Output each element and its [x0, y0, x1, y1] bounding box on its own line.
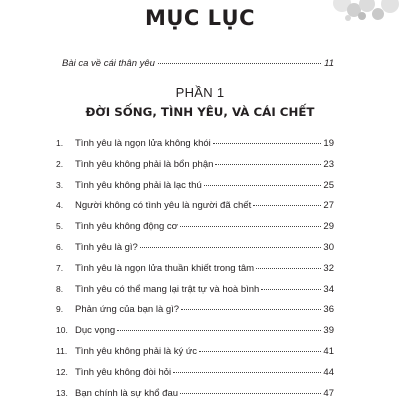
toc-entry[interactable]: [56, 179, 334, 200]
toc-entry[interactable]: [56, 137, 334, 158]
toc-entry-page: 25: [323, 179, 334, 191]
toc-entry[interactable]: [56, 324, 334, 345]
toc-entry-number: 10.: [56, 325, 68, 336]
toc-entry[interactable]: [56, 283, 334, 304]
dot-leader: [253, 205, 321, 206]
toc-entry-label: Dục vọng: [75, 325, 116, 337]
toc-entry-label: Tình yêu không phải là bổn phận: [75, 158, 214, 170]
toc-entry-page: 41: [323, 345, 334, 357]
toc-entry[interactable]: [56, 199, 334, 220]
dot-leader: [215, 164, 321, 165]
toc-entry-number: 5.: [56, 221, 64, 232]
toc-entry[interactable]: [56, 220, 334, 241]
toc-entry-page: 47: [323, 387, 334, 399]
toc-entry-page: 19: [323, 138, 334, 149]
toc-entry-prologue[interactable]: [62, 58, 334, 69]
toc-entry-number: 1.: [56, 138, 64, 148]
toc-entry[interactable]: [56, 387, 334, 400]
toc-entry[interactable]: [56, 241, 334, 262]
toc-entry-page: 29: [323, 221, 334, 233]
toc-entry-number: 8.: [56, 283, 64, 294]
toc-entry-label: Tình yêu là ngọn lửa không khói: [75, 138, 211, 149]
toc-entry-page: 32: [323, 262, 334, 274]
toc-entry-label: Bài ca về cái thân yêu: [62, 58, 155, 69]
dot-leader: [173, 372, 321, 373]
toc-entry-number: 7.: [56, 262, 64, 273]
toc-entry-label: Tình yêu không động cơ: [75, 221, 178, 233]
toc-entry[interactable]: [56, 262, 334, 283]
dot-leader: [181, 309, 321, 310]
dot-leader: [180, 393, 321, 394]
part-label: PHẦN 1: [175, 85, 225, 100]
toc-entry-number: 12.: [56, 366, 68, 377]
toc-entry-label: Tình yêu không đòi hỏi: [75, 366, 172, 378]
toc-entry[interactable]: [56, 303, 334, 324]
toc-entry-label: Phản ứng của bạn là gì?: [75, 304, 180, 316]
toc-entry-page: 23: [323, 158, 334, 170]
toc-entry-number: 2.: [56, 158, 64, 169]
toc-entry-label: Tình yêu là ngọn lửa thuần khiết trong tâm: [75, 262, 255, 274]
toc-entry-number: 3.: [56, 179, 64, 190]
toc-entry-number: 4.: [56, 200, 64, 211]
toc-entry[interactable]: [56, 345, 334, 366]
part-title: ĐỜI SỐNG, TÌNH YÊU, VÀ CÁI CHẾT: [85, 105, 315, 119]
toc-entry-label: Bạn chính là sự khổ đau: [75, 387, 179, 399]
dot-leader: [261, 289, 321, 290]
dot-leader: [199, 351, 321, 352]
dot-leader: [256, 268, 321, 269]
toc-entry-page: 44: [323, 366, 334, 378]
dot-leader: [158, 63, 321, 64]
toc-entry-number: 13.: [56, 387, 68, 398]
toc-entry-number: 11.: [56, 345, 68, 356]
toc-entry-label: Tình yêu không phải là lạc thú: [75, 179, 202, 191]
dot-leader: [180, 226, 322, 227]
dot-leader: [204, 185, 322, 186]
dot-leader: [117, 330, 321, 331]
toc-entry-number: 9.: [56, 304, 64, 315]
toc-entry-list: [56, 137, 334, 400]
toc-entry-page: 30: [323, 241, 334, 253]
toc-entry-label: Tình yêu là gì?: [75, 241, 138, 253]
toc-entry-page: 34: [323, 283, 334, 295]
dot-leader: [213, 143, 322, 144]
toc-entry-page: 11: [324, 58, 334, 69]
toc-entry[interactable]: [56, 158, 334, 179]
toc-entry-label: Người không có tình yêu là người đã chết: [75, 200, 252, 212]
toc-entry-page: 39: [323, 325, 334, 337]
toc-entry-page: 27: [323, 200, 334, 212]
dot-leader: [140, 247, 322, 248]
toc-entry-number: 6.: [56, 241, 64, 252]
toc-entry-label: Tình yêu không phải là ký ức: [75, 345, 198, 357]
toc-entry[interactable]: [56, 366, 334, 387]
toc-entry-label: Tình yêu có thể mang lại trật tự và hoà bình: [75, 283, 260, 295]
page-title: MỤC LỤC: [144, 6, 256, 30]
toc-entry-page: 36: [323, 304, 334, 316]
